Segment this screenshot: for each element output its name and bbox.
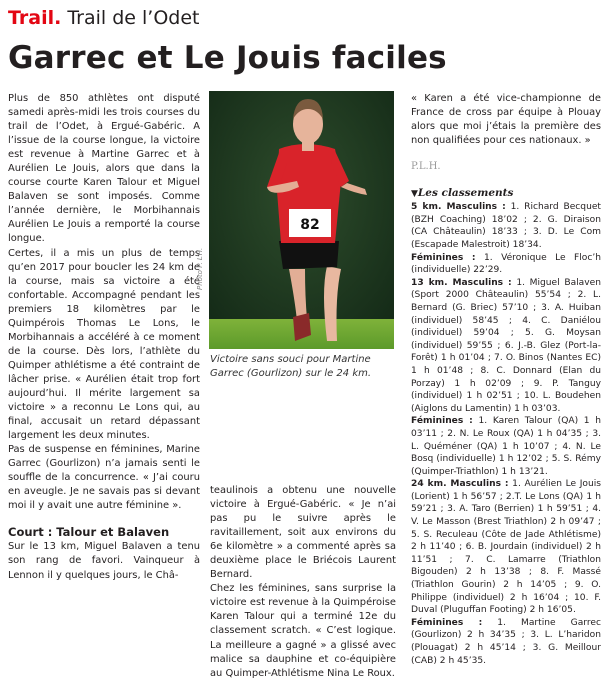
result-category: 13 km. Masculins : xyxy=(411,277,512,288)
paragraph: Certes, il a mis un plus de temps qu’en 2017 pour boucler les 24 km de la course, mais sa victoire a été confortable. Accompagné pendant les premiers 18 kilomètres par le Quimpérois Thomas Le Lons, le Morbihannais a accéléré à ce moment de la course. Dès lors, l’athlète du Quimper athlétisme a été contraint de lâcher prise. « Aurélien était trop fort aujourd’hui. Il mérite largement sa victoire » a reconnu Le Lons qui, au final, accusait un retard dépassant largement les deux minutes. xyxy=(8,247,200,442)
result-block xyxy=(411,617,601,667)
bib-number: 82 xyxy=(300,217,320,233)
result-category: Féminines : xyxy=(411,416,473,427)
result-text: 1. Véronique Le Floc’h (individuelle) 22’29. xyxy=(411,252,601,276)
article-column-3 xyxy=(411,92,601,667)
result-text: 1. Martine Garrec (Gourlizon) 2 h 34’35 ; 3. L. L’haridon (Plouagat) 2 h 45’14 ; 3. G. Meillour (CAB) 2 h 45’35. xyxy=(411,617,601,666)
photo-credit: Photo P. L’H. xyxy=(196,247,204,290)
result-text: 1. Karen Talour (QA) 1 h 03’11 ; 2. N. Le Roux (QA) 1 h 04’35 ; 3. L. Quéméner (QA) 1 h 10’07 ; 4. N. Le Bosq (individuelle) 1 h 12’02 ; 5. S. Rémy (Quimper-Triathlon) 1 h 13’21. xyxy=(411,416,601,477)
results-list xyxy=(411,201,601,667)
result-category: 5 km. Masculins : xyxy=(411,202,506,213)
result-category: Féminines : xyxy=(411,252,476,263)
result-block xyxy=(411,478,601,617)
runner-photo-illustration xyxy=(209,91,394,349)
result-category: 24 km. Masculins : xyxy=(411,479,509,490)
result-text: 1. Miguel Balaven (Sport 2000 Châteaulin) 55’54 ; 2. L. Bernard (G. Briec) 57’10 ; 3. A. Huiban (individuel) 58’45 ; 4. C. Daniélou (individuel) 59’04 ; 5. G. Moysan (individuel) 59’55 ; 6. J.-B. Glez (Port-la-Forêt) 1 h 01’04 ; 7. O. Binos (Nantes EC) 1 h 01’48 ; 8. C. Donnard (Elan du Porzay) 1 h 02’09 ; 9. P. Tanguy (individuel) 1 h 02’51 ; 10. L. Boudehen (Aiglons du Lamentin) 1 h 03’03. xyxy=(411,277,601,414)
result-block xyxy=(411,277,601,416)
result-block xyxy=(411,201,601,251)
results-heading: ▼Les classements xyxy=(411,187,514,200)
author-signature: P.L.H. xyxy=(411,161,441,173)
paragraph: Pas de suspense en féminines, Marine Garrec (Gourlizon) n’a jamais senti le souffle de la concurrence. « J’ai couru en aveugle. Je ne savais pas si devant moi il y avait une autre féminine ». xyxy=(8,444,200,512)
quote-paragraph: « Karen a été vice-championne de France de cross par équipe à Plouay alors que moi j’étais la première des non qualifiées pour ces nationaux. » xyxy=(411,93,601,147)
photo-caption: Victoire sans souci pour Martine Garrec (Gourlizon) sur le 24 km. xyxy=(210,354,372,379)
paragraph: Plus de 850 athlètes ont disputé samedi après-midi les trois courses du trail de l’Odet, à Ergué-Gabéric. A l’issue de la course longue, la victoire est revenue à Martine Garrec et à Aurélien Le Jouis, alors que dans la course courte Karen Talour et Miguel Balaven se sont imposés. Comme l’année dernière, le Morbihannais Aurélien Le Jouis a remporté la course longue. xyxy=(8,93,200,245)
event-subtitle: Trail de l’Odet xyxy=(67,7,200,29)
paragraph: teaulinois a obtenu une nouvelle victoire à Ergué-Gabéric. « Je n’ai pas pu le suivre après le ravitaillement, soit aux environs du 6e kilomètre » a commenté après sa deuxième place le Briécois Laurent Bernard. xyxy=(210,485,396,581)
result-text: 1. Aurélien Le Jouis (Lorient) 1 h 56’57 ; 2.T. Le Lons (QA) 1 h 59’21 ; 3. A. Taro (Berrien) 1 h 59’51 ; 4. V. Le Masson (Brest Triathlon) 2 h 09’47 ; 5. S. Reculeau (Côte de Jade Athlétisme) 2 h 11’40 ; 6. B. Jourdain (individuel) 2 h 11’51 ; 7. C. Lamarre (Triathlon Bigouden) 2 h 13’38 ; 8. F. Massé (Triathlon Gourin) 2 h 14’05 ; 9. O. Philippe (individuel) 2 h 16’04 ; 10. F. Duval (Pluguffan Footing) 2 h 16’05. xyxy=(411,479,602,616)
section-subhead: Court : Talour et Balaven xyxy=(8,525,170,540)
result-category: Féminines : xyxy=(411,617,483,628)
runner-photo xyxy=(209,91,394,349)
article-headline: Garrec et Le Jouis faciles xyxy=(8,40,447,76)
result-block xyxy=(411,415,601,478)
triangle-down-icon: ▼ xyxy=(411,189,418,200)
section-kicker xyxy=(8,6,200,30)
result-text: 1. Richard Becquet (BZH Coaching) 18’02 ; 2. G. Diraison (CA Châteaulin) 18’33 ; 3. D. Le Com (Escapade Malestroit) 18’34. xyxy=(411,202,601,251)
article-column-2 xyxy=(210,484,396,681)
paragraph: Sur le 13 km, Miguel Balaven a tenu son rang de favori. Vainqueur à Lennon il y quelques jours, le Châ- xyxy=(8,541,200,581)
paragraph: Chez les féminines, sans surprise la victoire est revenue à la Quimpéroise Karen Talour qui a terminé 12e du classement scratch. « C’est logique. La meilleure a gagné » a glissé avec malice sa dauphine et co-équipière au Quimper-Athlétisme Nina Le Roux. xyxy=(210,583,396,679)
result-block xyxy=(411,252,601,277)
rubric-label: Trail. xyxy=(8,7,62,29)
article-column-1 xyxy=(8,92,200,583)
